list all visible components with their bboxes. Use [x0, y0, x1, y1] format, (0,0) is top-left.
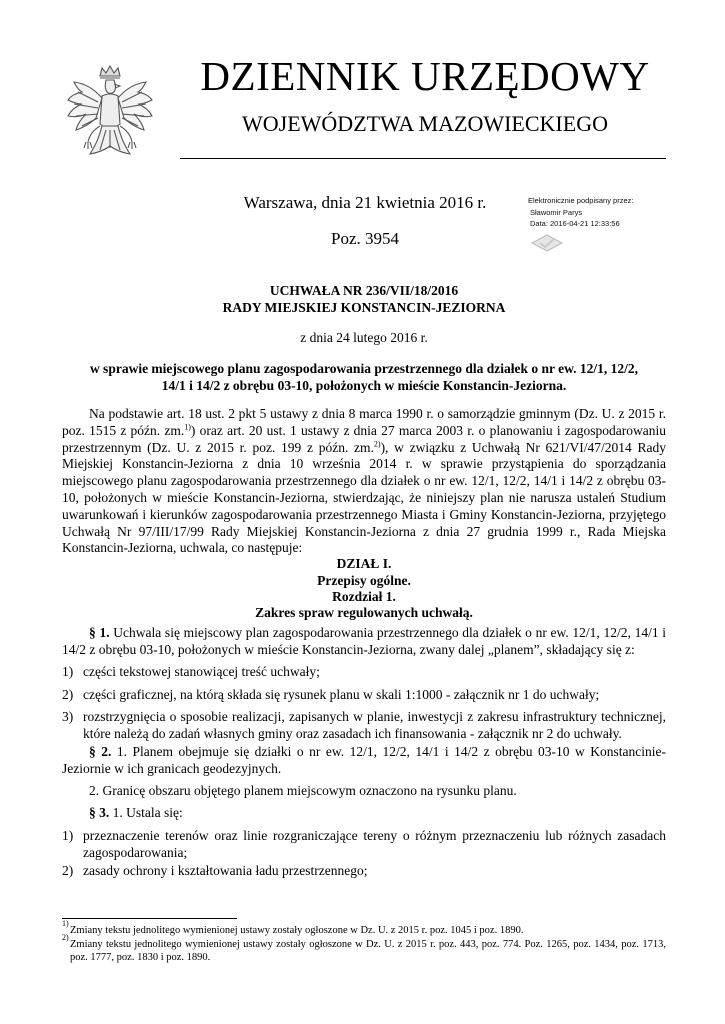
- eagle-emblem-icon: [60, 62, 160, 174]
- signature-label: Elektronicznie podpisany przez:: [528, 196, 634, 205]
- footnote-ref-2[interactable]: 2): [373, 439, 381, 449]
- footnote-2: 2) Zmiany tekstu jednolitego wymienionej ustawy zostały ogłoszone w Dz. U. z 2015 r. poz. 443, poz. 774. Poz. 1265, poz. 1434, poz. 1713, poz. 1777, poz. 1830 i poz. 1890.: [62, 933, 666, 963]
- preamble-part3: ), w związku z Uchwałą Nr 621/VI/47/2014 Rady Miejskiej Konstancin-Jeziorna z dnia 10 września 2014 r. w sprawie przystąpienia do sporządzania miejscowego planu zagospodarowania przestrzennego dla działek o nr ew. 12/1, 12/2, 14/1 i 14/2 z obrębu 03-10, położonych w mieście Konstancin-Jeziorna, stwierdzając, że niniejszy plan nie narusza ustaleń Studium uwarunkowań i kierunków zagospodarowania przestrzennego Miasta i Gminy Konstancin-Jeziorna, przyjętego Uchwałą Nr 97/III/17/99 Rady Miejskiej Konstancin-Jeziorna z dnia 27 grudnia 1999 r., Rada Miejska Konstancin-Jeziorna, uchwala, co następuje:: [62, 439, 666, 556]
- resolution-number: UCHWAŁA NR 236/VII/18/2016: [269, 283, 459, 298]
- resolution-subject-line2: 14/1 i 14/2 z obrębu 03-10, położonych w mieście Konstancin-Jeziorna.: [161, 378, 567, 393]
- preamble-part1: Na podstawie art. 18 ust. 2 pkt 5 ustawy z dnia 8 marca 1990 r. o samorządzie gminnym (Dz. U. z 2015 r. poz. 1515 z późn. zm.: [62, 406, 666, 438]
- list-item: [62, 828, 666, 862]
- list-item: [62, 664, 666, 681]
- chapter-title: Zakres spraw regulowanych uchwałą.: [255, 605, 473, 620]
- resolution-subject-line1: w sprawie miejscowego planu zagospodarowania przestrzennego dla działek o nr ew. 12/1, 12/2,: [89, 361, 639, 376]
- paragraph-1-text: Uchwala się miejscowy plan zagospodarowania przestrzennego dla działek o nr ew. 12/1, 12/2, 14/1 i 14/2 z obrębu 03-10, położonych w mieście Konstancin-Jeziorna, zwany dalej „planem”, składający się z:: [62, 625, 667, 657]
- list-item-number: 2): [62, 687, 74, 702]
- division-heading: DZIAŁ I.: [336, 556, 392, 571]
- list-item-text: zasady ochrony i kształtowania ładu przestrzennego;: [83, 863, 368, 878]
- footnote-text: Zmiany tekstu jednolitego wymienionej ustawy zostały ogłoszone w Dz. U. z 2015 r. poz. 1045 i poz. 1890.: [70, 925, 524, 936]
- list-item: [62, 687, 666, 704]
- footnote-ref-1[interactable]: 1): [184, 422, 191, 432]
- paragraph-1: [62, 625, 666, 659]
- paragraph-2-text: 1. Planem obejmuje się działki o nr ew. 12/1, 12/2, 14/1 i 14/2 z obrębu 03-10 w Konstancinie-Jeziornie w ich granicach geodezyjnych.: [62, 744, 667, 776]
- list-item-text: rozstrzygnięcia o sposobie realizacji, zapisanych w planie, inwestycji z zakresu infrastruktury technicznej, które należą do zadań własnych gminy oraz zasadach ich finansowania - załącznik nr 2 do uchwały.: [83, 709, 666, 741]
- journal-subtitle: WOJEWÓDZTWA MAZOWIECKIEGO: [242, 111, 608, 136]
- list-item-number: 1): [62, 664, 74, 679]
- header-divider: [180, 158, 666, 159]
- publication-date: Warszawa, dnia 21 kwietnia 2016 r.: [243, 193, 487, 212]
- signature-date: Data: 2016-04-21 12:33:56: [530, 219, 620, 228]
- list-item: [62, 863, 666, 880]
- paragraph-3-text: 1. Ustala się:: [109, 805, 183, 820]
- paragraph-2: [62, 744, 666, 778]
- footnote-divider: [62, 918, 237, 919]
- list-item-text: części tekstowej stanowiącej treść uchwały;: [83, 664, 320, 679]
- signature-check-icon: [530, 233, 564, 253]
- position-number: Poz. 3954: [331, 229, 399, 248]
- list-item-text: części graficznej, na którą składa się rysunek planu w skali 1:1000 - załącznik nr 1 do uchwały;: [83, 687, 600, 702]
- journal-title: DZIENNIK URZĘDOWY: [200, 53, 650, 99]
- paragraph-2-point-2-text: 2. Granicę obszaru objętego planem miejscowym oznaczono na rysunku planu.: [89, 783, 517, 798]
- signature-signer: Sławomir Parys: [530, 207, 583, 217]
- division-title: Przepisy ogólne.: [317, 573, 411, 588]
- paragraph-2-point-2: [62, 783, 666, 800]
- electronic-signature: [528, 195, 633, 230]
- footnote-text: Zmiany tekstu jednolitego wymienionej ustawy zostały ogłoszone w Dz. U. z 2015 r. poz. 443, poz. 774. Poz. 1265, poz. 1434, poz. 1713, poz. 1777, poz. 1830 i poz. 1890.: [70, 939, 666, 963]
- paragraph-3: [62, 805, 666, 822]
- footnote-1: 1) Zmiany tekstu jednolitego wymienionej ustawy zostały ogłoszone w Dz. U. z 2015 r. poz. 1045 i poz. 1890.: [62, 924, 666, 937]
- list-item-text: przeznaczenie terenów oraz linie rozgraniczające tereny o różnym przeznaczeniu lub różnych zasadach zagospodarowania;: [83, 828, 666, 860]
- list-item-number: 2): [62, 863, 74, 878]
- list-item: [62, 709, 666, 743]
- resolution-date: z dnia 24 lutego 2016 r.: [300, 330, 428, 345]
- preamble-part2: ) oraz art. 20 ust. 1 ustawy z dnia 27 marca 2003 r. o planowaniu i zagospodarowaniu przestrzennym (Dz. U. z 2015 r. poz. 199 z późn. zm.: [62, 422, 667, 455]
- resolution-council: RADY MIEJSKIEJ KONSTANCIN-JEZIORNA: [222, 300, 506, 315]
- paragraph-1-label: § 1.: [89, 625, 110, 640]
- chapter-heading: Rozdział 1.: [332, 589, 396, 604]
- preamble: [62, 406, 666, 557]
- list-item-number: 1): [62, 828, 74, 843]
- paragraph-2-label: § 2.: [89, 744, 112, 759]
- paragraph-3-label: § 3.: [89, 805, 110, 820]
- list-item-number: 3): [62, 709, 74, 724]
